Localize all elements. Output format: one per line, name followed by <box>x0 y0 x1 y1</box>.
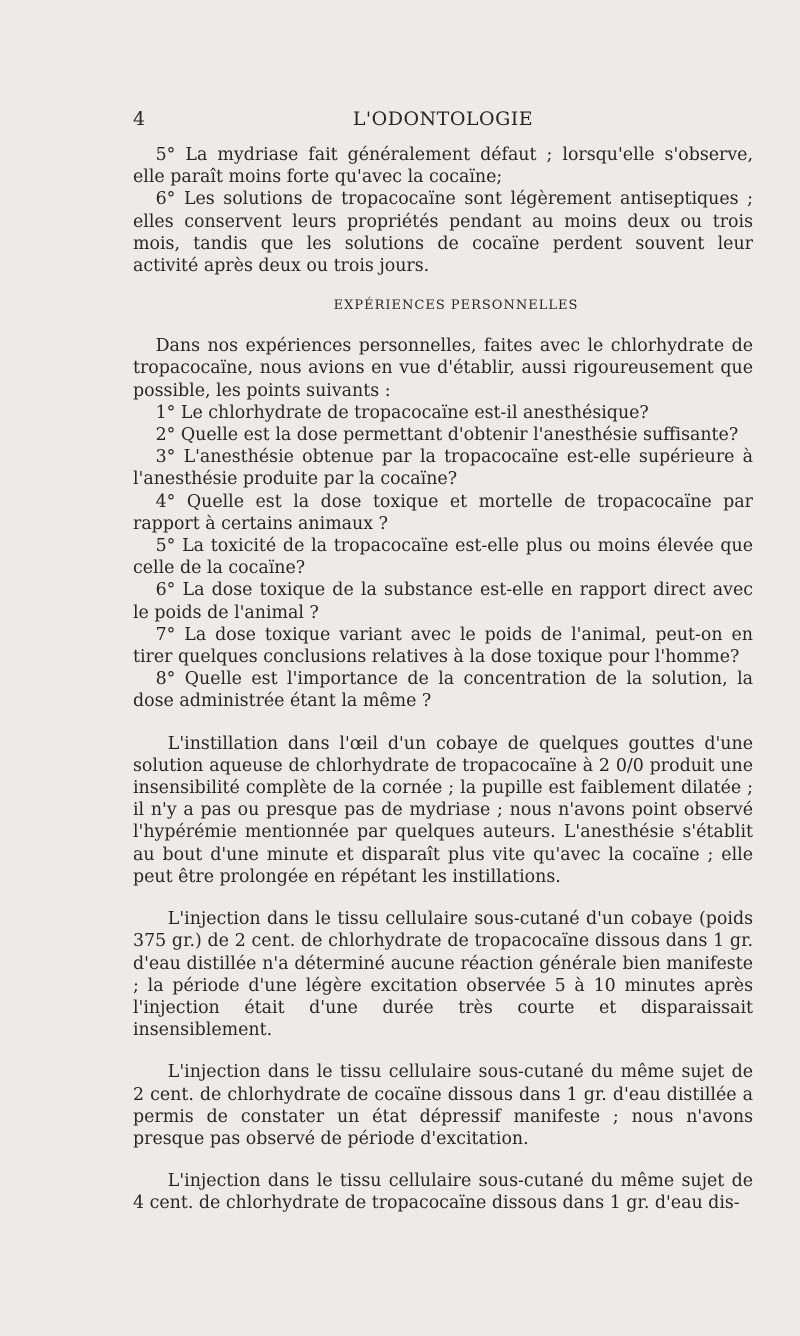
section-title: EXPÉRIENCES PERSONNELLES <box>333 298 579 314</box>
body-paragraph: L'instillation dans l'œil d'un cobaye de quelques gouttes d'une solution aqueuse de chlorhydrate de tropacocaïne à 2 0/0 produit une insensibilité complète de la cornée ; la pupille est faiblement dilatée ; il n'y a pas ou presque pas de mydriase ; nous n'avons point observé l'hypérémie mentionnée par quelques auteurs. L'anesthésie s'établit au bout d'une minute et disparaît plus vite qu'avec la cocaïne ; elle peut être prolongée en répétant les instillations. <box>133 733 753 887</box>
page-body <box>133 144 753 1215</box>
page-header <box>133 108 753 134</box>
question-item: 4° Quelle est la dose toxique et mortelle de tropacocaïne par rapport à certains animaux ? <box>133 491 753 534</box>
body-paragraph: L'injection dans le tissu cellulaire sous-cutané du même sujet de 2 cent. de chlorhydrate de cocaïne dissous dans 1 gr. d'eau distillée a permis de constater un état dépressif manifeste ; nous n'avons presque pas observé de période d'excitation. <box>133 1062 753 1149</box>
body-paragraph: L'injection dans le tissu cellulaire sous-cutané du même sujet de 4 cent. de chlorhydrate de tropacocaïne dissous dans 1 gr. d'eau dis- <box>133 1171 753 1214</box>
question-item: 6° La dose toxique de la substance est-elle en rapport direct avec le poids de l'animal ? <box>133 580 753 623</box>
question-item: 2° Quelle est la dose permettant d'obtenir l'anesthésie suffisante? <box>155 425 739 446</box>
question-item: 1° Le chlorhydrate de tropacocaïne est-il anesthésique? <box>155 402 649 423</box>
running-title: L'ODONTOLOGIE <box>352 108 534 130</box>
section-intro: Dans nos expériences personnelles, faites avec le chlorhydrate de tropacocaïne, nous avions en vue d'établir, aussi rigoureusement que possible, les points suivants : <box>133 336 753 401</box>
question-item: 3° L'anesthésie obtenue par la tropacocaïne est-elle supérieure à l'anesthésie produite par la cocaïne? <box>133 447 753 490</box>
intro-item: 5° La mydriase fait généralement défaut ; lorsqu'elle s'observe, elle paraît moins forte qu'avec la cocaïne; <box>133 145 753 188</box>
body-paragraph: L'injection dans le tissu cellulaire sous-cutané d'un cobaye (poids 375 gr.) de 2 cent. de chlorhydrate de tropacocaïne dissous dans 1 gr. d'eau distillée n'a déterminé aucune réaction générale bien manifeste ; la période d'une légère excitation observée 5 à 10 minutes après l'injection était d'une durée très courte et disparaissait insensiblement. <box>133 909 753 1041</box>
page-number: 4 <box>133 108 146 130</box>
question-item: 7° La dose toxique variant avec le poids de l'animal, peut-on en tirer quelques conclusions relatives à la dose toxique pour l'homme? <box>133 624 753 668</box>
intro-item: 6° Les solutions de tropacocaïne sont légèrement antiseptiques ; elles conservent leurs propriétés pendant au moins deux ou trois mois, tandis que les solutions de cocaïne perdent souvent leur activité après deux ou trois jours. <box>133 189 753 277</box>
question-item: 8° Quelle est l'importance de la concentration de la solution, la dose administrée étant la même ? <box>133 669 753 712</box>
question-item: 5° La toxicité de la tropacocaïne est-elle plus ou moins élevée que celle de la cocaïne? <box>133 536 753 579</box>
